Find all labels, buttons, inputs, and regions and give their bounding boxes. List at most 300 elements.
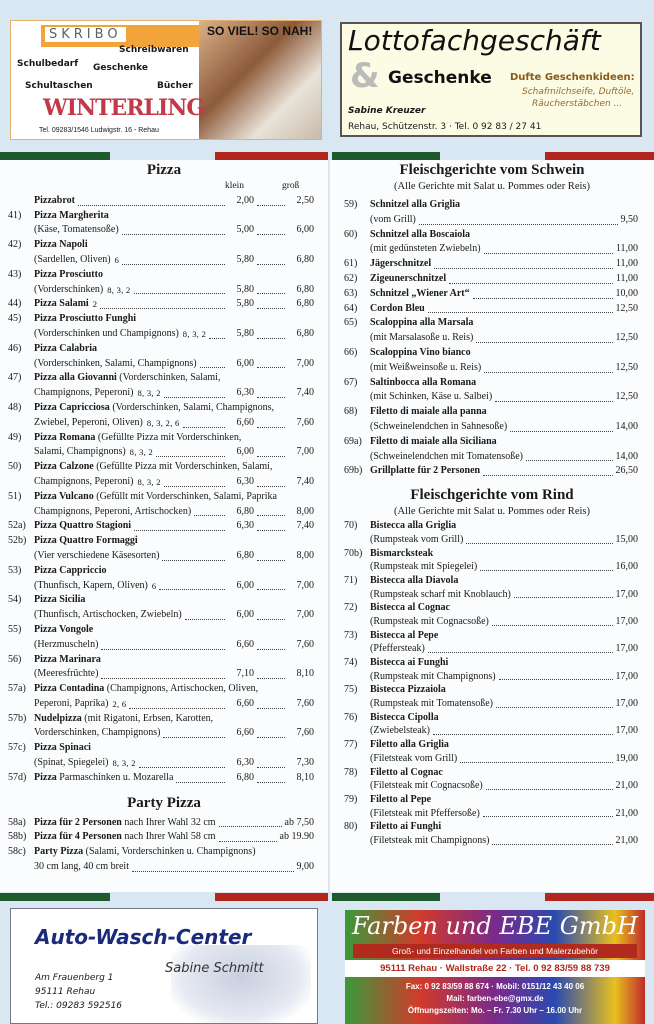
price-gross: 7,00 [296, 446, 314, 458]
price: 9,00 [296, 861, 314, 873]
leader-dots [257, 205, 285, 206]
menu-item [8, 194, 314, 209]
item-text [34, 268, 103, 283]
menu-item [344, 302, 638, 317]
item-description: (Herzmuscheln) [34, 638, 99, 650]
item-description: (Champignons, Artischocken, Oliven, [106, 683, 259, 695]
item-name: Schnitzel alla Boscaiola [370, 228, 470, 240]
item-text [34, 431, 241, 446]
leader-dots [257, 560, 285, 561]
leader-dots [257, 308, 285, 309]
leader-dots [257, 397, 285, 398]
item-number: 65) [344, 317, 358, 329]
leader-dots [257, 264, 285, 265]
menu-row [8, 712, 314, 727]
item-description: (mit Rigatoni, Erbsen, Karotten, [84, 712, 214, 724]
price-gross: 8,10 [296, 771, 314, 783]
menu-row [344, 601, 638, 615]
item-text [370, 601, 450, 615]
leader-dots [257, 293, 285, 294]
menu-item [8, 268, 314, 298]
item-description: (Rumpsteak vom Grill) [370, 533, 464, 545]
item-description: (Vorderschinken und Champignons) [34, 327, 179, 339]
leader-dots [257, 678, 285, 679]
item-name: Saltinbocca alla Romana [370, 376, 477, 388]
item-name: Pizza Vongole [34, 623, 94, 635]
menu-row [8, 623, 314, 638]
price-gross: 7,60 [296, 697, 314, 709]
flag-stripe-green [0, 152, 110, 160]
menu-row [8, 342, 314, 357]
item-name: Party Pizza [34, 846, 84, 858]
menu-row [344, 683, 638, 697]
leader-dots [162, 560, 225, 561]
item-description: Peperoni, Paprika) [34, 697, 109, 709]
menu-row [344, 450, 638, 465]
leader-dots [466, 543, 612, 544]
price-klein: 5,80 [236, 298, 254, 310]
price-klein: 6,60 [236, 697, 254, 709]
leader-dots [434, 268, 613, 269]
price-gross: 7,00 [296, 609, 314, 621]
menu-row [8, 756, 314, 771]
section-title-party-pizza: Party Pizza [127, 794, 201, 811]
item-name: Pizza für 2 Personen [34, 816, 122, 828]
item-name: Grillplatte für 2 Personen [370, 465, 481, 477]
leader-dots [163, 737, 225, 738]
item-name: Bistecca ai Funghi [370, 657, 449, 668]
item-text [370, 302, 425, 317]
item-number: 52b) [8, 535, 27, 547]
item-name: Filetto alla Griglia [370, 739, 449, 751]
item-number: 48) [8, 401, 22, 413]
item-description: (Rumpsteak mit Cognacsoße) [370, 615, 489, 627]
menu-item [8, 238, 314, 268]
menu-item [344, 738, 638, 765]
ad-lotto [340, 22, 642, 137]
item-name: Jägerschnitzel [370, 258, 432, 270]
price-klein: 6,30 [236, 387, 254, 399]
word: Schreibwaren [119, 45, 189, 55]
item-name: Filetto al Pepe [370, 793, 432, 805]
item-name: Pizza Contadina [34, 683, 105, 695]
price: 17,00 [615, 588, 638, 600]
leader-dots [129, 708, 225, 709]
party-list [0, 816, 328, 875]
menu-item [8, 712, 314, 742]
leader-dots [510, 431, 612, 432]
leader-dots [209, 338, 225, 339]
leader-dots [433, 734, 613, 735]
flag-stripe-green [332, 152, 440, 160]
item-description: (Vorderschinken) [34, 283, 104, 295]
menu-row [344, 316, 638, 331]
menu-row [344, 228, 638, 243]
item-text [34, 401, 274, 416]
item-description: (mit Weißweinsoße u. Reis) [370, 361, 482, 373]
item-text [370, 738, 449, 752]
price-gross: 8,00 [296, 505, 314, 517]
slogan: SO VIEL! SO NAH! [207, 24, 313, 38]
menu-row [344, 198, 638, 213]
menu-item [344, 464, 638, 479]
item-description: (vom Grill) [370, 213, 416, 225]
leader-dots [257, 456, 285, 457]
menu-row [344, 257, 638, 272]
item-number: 50) [8, 461, 22, 473]
leader-dots [134, 293, 225, 294]
item-text [34, 653, 101, 668]
menu-row [8, 194, 314, 209]
section-subtitle: (Alle Gerichte mit Salat u. Pommes oder Reis) [394, 506, 590, 518]
price-klein: 5,80 [236, 253, 254, 265]
word: Bücher [157, 81, 193, 91]
leader-dots [176, 782, 225, 783]
additives: 6 [114, 254, 120, 265]
price: 12,50 [615, 361, 638, 373]
menu-item [344, 346, 638, 376]
menu-item [8, 845, 314, 875]
item-description: (Meeresfrüchte) [34, 668, 99, 680]
item-name: Filetto di maiale alla Siciliana [370, 435, 497, 447]
item-name: Pizza Capricciosa [34, 401, 110, 413]
item-number: 47) [8, 372, 22, 384]
item-name: Pizzabrot [34, 194, 75, 206]
menu-item [8, 209, 314, 239]
item-name: Pizza Calabria [34, 342, 98, 354]
menu-row [344, 390, 638, 405]
menu-item [8, 623, 314, 653]
item-description: (Filetsteak mit Champignons) [370, 834, 490, 846]
item-name: Pizza Spinaci [34, 742, 91, 754]
price-klein: 2,00 [236, 194, 254, 206]
item-name: Schnitzel alla Griglia [370, 199, 460, 210]
price-gross: 6,00 [296, 224, 314, 236]
item-number: 78) [344, 766, 358, 778]
price: 26,50 [615, 465, 638, 477]
price-klein: 5,80 [236, 327, 254, 339]
price: 14,00 [615, 450, 638, 462]
leader-dots [101, 678, 225, 679]
item-text [34, 209, 109, 224]
price-gross: 6,80 [296, 253, 314, 265]
item-description: Zwiebel, Peperoni, Oliven) [34, 416, 143, 428]
menu-row [8, 238, 314, 253]
menu-item [8, 741, 314, 771]
price-gross: 7,00 [296, 579, 314, 591]
menu-row [8, 860, 314, 875]
section-subtitle: (Alle Gerichte mit Salat u. Pommes oder Reis) [394, 181, 590, 192]
leader-dots [134, 530, 225, 531]
price: 10,00 [615, 287, 638, 299]
menu-row [8, 445, 314, 460]
menu-row [8, 401, 314, 416]
price-klein: 6,30 [236, 475, 254, 487]
leader-dots [484, 372, 612, 373]
price: 12,50 [615, 302, 638, 314]
leader-dots [514, 597, 613, 598]
item-text [370, 656, 448, 670]
item-text [34, 238, 88, 253]
leader-dots [257, 530, 285, 531]
item-text [370, 316, 473, 331]
menu-row [344, 560, 638, 574]
item-text [370, 405, 487, 420]
menu-item [344, 766, 638, 793]
menu-row [8, 564, 314, 579]
menu-row [344, 464, 638, 479]
price-klein: 6,60 [236, 727, 254, 739]
leader-dots [473, 298, 613, 299]
item-number: 46) [8, 342, 22, 354]
menu-item [344, 376, 638, 406]
menu-row [344, 213, 638, 228]
item-description: Champignons, Peperoni, Artischocken) [34, 505, 192, 517]
item-name: Filetto al Cognac [370, 766, 443, 778]
item-number: 57d) [8, 771, 27, 783]
item-description: (Vorderschinken, Salami, Champignons, [112, 401, 275, 413]
item-description: (Thunfisch, Artischocken, Zwiebeln) [34, 609, 182, 621]
item-description: (Vorderschinken, Salami, Champignons) [34, 357, 197, 369]
flag-stripe-red [215, 152, 328, 160]
photo-girl-writing [199, 21, 322, 140]
item-description: (Gefüllte Pizza mit Vorderschinken, [97, 431, 242, 443]
menu-row [344, 533, 638, 547]
item-name: Schnitzel „Wiener Art“ [370, 287, 470, 299]
item-text [370, 198, 460, 213]
leader-dots [257, 649, 285, 650]
menu-item [344, 228, 638, 258]
item-name: Zigeunerschnitzel [370, 272, 447, 284]
leader-dots [495, 401, 612, 402]
item-description: (mit gedünsteten Zwiebeln) [370, 243, 481, 255]
menu-row [8, 416, 314, 431]
item-number: 60) [344, 228, 358, 240]
leader-dots [257, 427, 285, 428]
tagline2: Schafmilchseife, Duftöle, [522, 87, 635, 97]
item-number: 57a) [8, 683, 26, 695]
menu-row [8, 283, 314, 298]
additives: 6 [151, 580, 157, 591]
menu-row [8, 519, 314, 534]
menu-row [344, 834, 638, 848]
item-description: Parmaschinken u. Mozarella [59, 771, 174, 783]
leader-dots [200, 367, 225, 368]
leader-dots [156, 456, 225, 457]
leader-dots [492, 625, 613, 626]
item-name: Pizza Quattro Formaggi [34, 535, 138, 547]
item-description: (Pfeffersteak) [370, 643, 425, 655]
ad-farben [345, 910, 645, 1024]
item-name: Bistecca alla Griglia [370, 520, 457, 532]
item-text [370, 820, 441, 834]
item-description: (Filetsteak mit Pfeffersoße) [370, 807, 480, 819]
leader-dots [496, 707, 613, 708]
leader-dots [122, 234, 225, 235]
item-number: 42) [8, 239, 22, 251]
address-line: Am Frauenberg 1 [35, 973, 114, 983]
menu-item [8, 312, 314, 342]
menu-row [344, 629, 638, 643]
word: Schultaschen [25, 81, 93, 91]
item-text [34, 741, 91, 756]
item-text [34, 712, 213, 727]
menu-row [8, 593, 314, 608]
leader-dots [257, 234, 285, 235]
menu-row [8, 371, 314, 386]
price-klein: 7,10 [236, 668, 254, 680]
menu-row [344, 574, 638, 588]
address: 95111 Rehau · Wallstraße 22 · Tel. 0 92 83/59 88 739 [345, 960, 645, 977]
leader-dots [219, 841, 277, 842]
menu-row [344, 287, 638, 302]
price: 21,00 [615, 780, 638, 792]
item-description: (Sardellen, Oliven) [34, 253, 111, 265]
menu-row [8, 460, 314, 475]
col-header-klein: klein [225, 181, 244, 191]
menu-item [8, 490, 314, 520]
section-title-rind: Fleischgerichte vom Rind [410, 487, 574, 504]
price: ab 7,50 [284, 816, 314, 828]
menu-item [344, 435, 638, 465]
menu-item [8, 342, 314, 372]
item-description: (Vorderschinken, Salami, [119, 372, 221, 384]
item-number: 72) [344, 602, 358, 614]
leader-dots [139, 767, 225, 768]
menu-row [8, 638, 314, 653]
price-klein: 6,30 [236, 757, 254, 769]
leader-dots [476, 342, 612, 343]
item-number: 75) [344, 684, 358, 696]
price: 17,00 [615, 670, 638, 682]
menu-item [8, 431, 314, 461]
menu-row [8, 667, 314, 682]
price-gross: 7,60 [296, 638, 314, 650]
item-text [370, 793, 431, 807]
menu-item [8, 519, 314, 534]
menu-row [8, 431, 314, 446]
item-text [34, 830, 216, 845]
flag-stripe-red [545, 152, 654, 160]
owner: Sabine Kreuzer [348, 106, 426, 116]
leader-dots [164, 486, 225, 487]
menu-row [344, 738, 638, 752]
leader-dots [257, 737, 285, 738]
menu-row [8, 653, 314, 668]
item-number: 59) [344, 199, 358, 210]
item-text [370, 766, 443, 780]
leader-dots [257, 708, 285, 709]
leader-dots [428, 312, 613, 313]
item-text [370, 547, 433, 561]
item-name: Filetto di maiale alla panna [370, 406, 487, 418]
item-number: 74) [344, 657, 358, 668]
leader-dots [164, 397, 225, 398]
menu-item [344, 683, 638, 710]
additives: 2 [92, 299, 98, 310]
flag-stripe-red [215, 893, 328, 901]
item-name: Bistecca al Cognac [370, 602, 450, 614]
menu-item [344, 820, 638, 847]
price-gross: 7,40 [296, 387, 314, 399]
price: 9,50 [620, 213, 638, 225]
item-text [34, 312, 136, 327]
col-header-gross: groß [282, 181, 300, 191]
price: 11,00 [615, 243, 638, 255]
menu-item [8, 534, 314, 564]
price-gross: 8,10 [296, 668, 314, 680]
menu-row [344, 793, 638, 807]
menu-row [344, 361, 638, 376]
price-klein: 6,00 [236, 446, 254, 458]
price: 21,00 [615, 834, 638, 846]
price-klein: 6,00 [236, 357, 254, 369]
menu-item [8, 653, 314, 683]
item-description: (Filetsteak mit Cognacsoße) [370, 780, 483, 792]
item-description: 30 cm lang, 40 cm breit [34, 861, 129, 873]
price: 11,00 [615, 258, 638, 270]
item-text [34, 490, 277, 505]
leader-dots [132, 871, 294, 872]
menu-item [344, 601, 638, 628]
price: 17,00 [615, 725, 638, 737]
item-name: Cordon Bleu [370, 302, 425, 314]
item-description: (mit Schinken, Käse u. Salbei) [370, 391, 493, 403]
menu-item [344, 405, 638, 435]
additives: 8, 3, 2, 6 [146, 417, 180, 428]
item-text [34, 845, 256, 860]
price: 11,00 [615, 272, 638, 284]
menu-row [344, 302, 638, 317]
item-number: 70b) [344, 547, 363, 559]
price-klein: 6,00 [236, 609, 254, 621]
item-number: 45) [8, 313, 22, 325]
menu-row [8, 253, 314, 268]
price: 12,50 [615, 391, 638, 403]
menu-item [8, 564, 314, 594]
price-klein: 6,60 [236, 416, 254, 428]
menu-row [8, 386, 314, 401]
tagline3: Räucherstäbchen ... [532, 99, 623, 109]
leader-dots [257, 338, 285, 339]
item-description: (Käse, Tomatensoße) [34, 224, 119, 236]
menu-row [344, 752, 638, 766]
section-title-schwein: Fleischgerichte vom Schwein [399, 162, 585, 178]
menu-row [344, 242, 638, 257]
item-name: Pizza [34, 771, 57, 783]
item-description: nach Ihrer Wahl 58 cm [124, 831, 216, 843]
leader-dots [219, 826, 282, 827]
leader-dots [480, 570, 612, 571]
ampersand: & [350, 56, 380, 96]
item-text [34, 816, 216, 831]
menu-row [8, 549, 314, 564]
item-text [370, 629, 438, 643]
menu-row [8, 771, 314, 786]
item-number: 55) [8, 623, 22, 635]
item-text [34, 194, 75, 209]
price: 17,00 [615, 698, 638, 710]
item-description: Champignons, Peperoni) [34, 475, 134, 487]
item-description: (Rumpsteak mit Tomatensoße) [370, 698, 493, 710]
item-number: 71) [344, 574, 358, 586]
item-number: 56) [8, 653, 22, 665]
price-gross: 8,00 [296, 549, 314, 561]
price-klein: 5,00 [236, 224, 254, 236]
menu-row [8, 357, 314, 372]
leader-dots [257, 367, 285, 368]
item-text [370, 346, 471, 361]
